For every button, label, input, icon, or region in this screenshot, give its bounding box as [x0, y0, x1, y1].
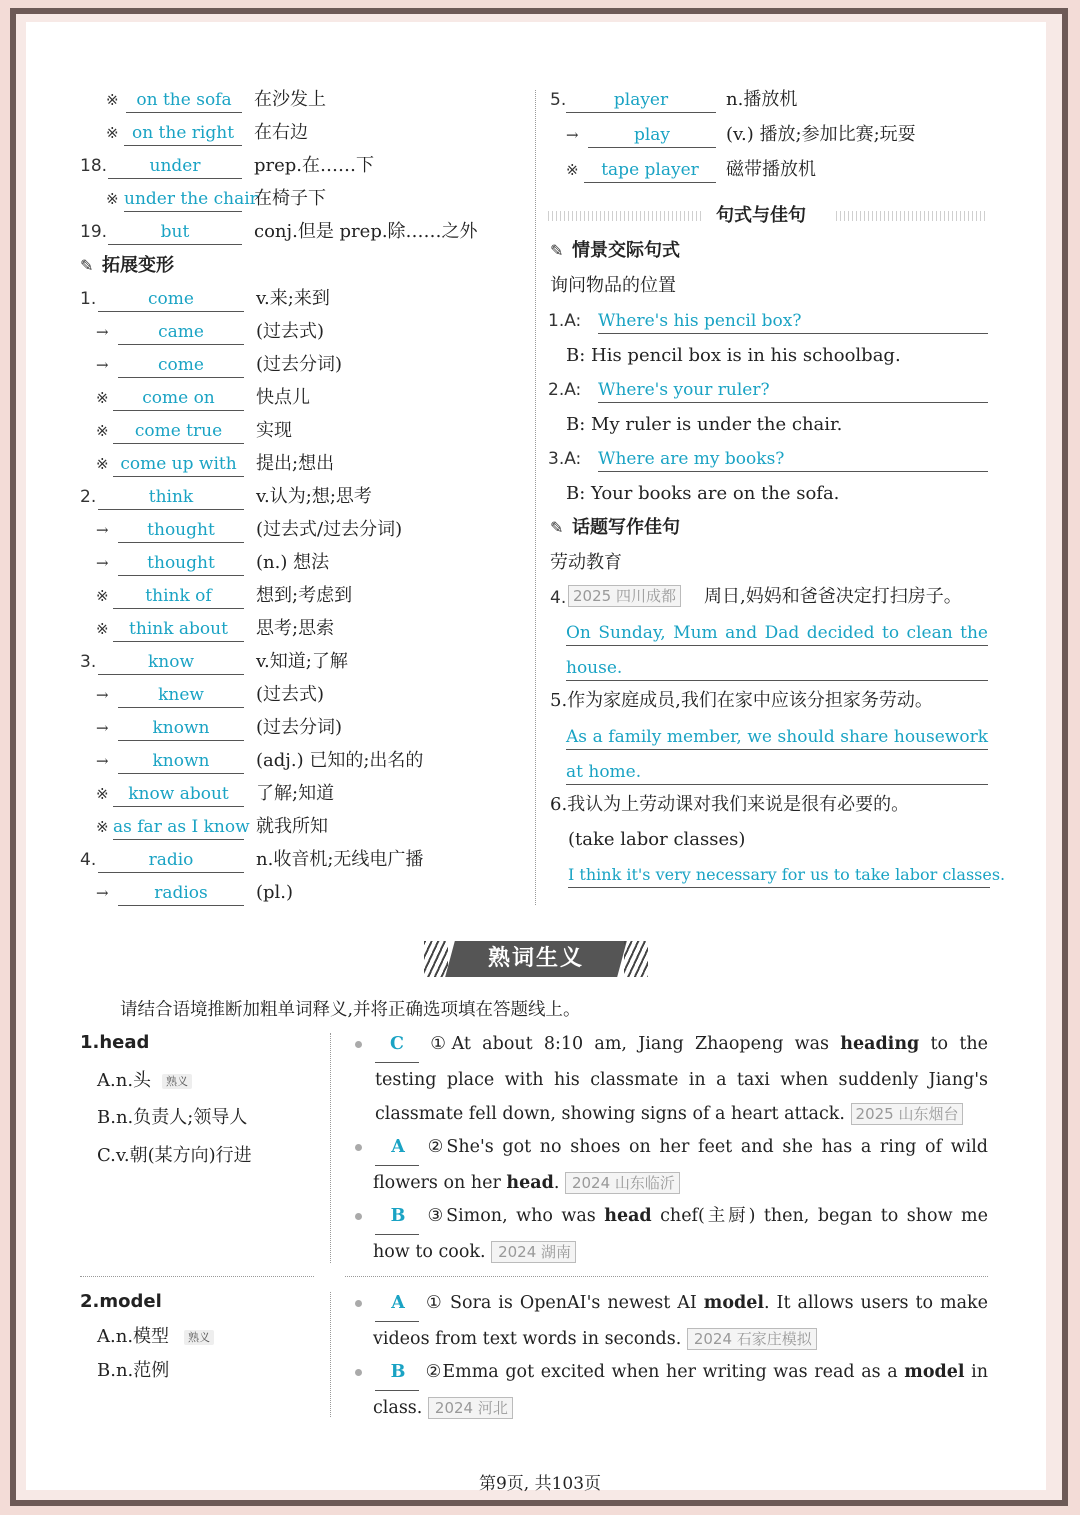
- answer-blank[interactable]: thought: [118, 551, 244, 576]
- row-marker: 5.: [550, 90, 567, 110]
- dialog-reply: B: My ruler is under the chair.: [566, 414, 843, 435]
- model-q2-answer[interactable]: B: [375, 1355, 419, 1391]
- answer-blank[interactable]: play: [588, 123, 716, 148]
- bullet: [355, 1144, 362, 1151]
- pen-icon: ✎: [550, 241, 564, 260]
- answer-blank[interactable]: radio: [98, 848, 244, 873]
- writing-heading: ✎ 话题写作佳句: [550, 517, 680, 538]
- model-option-a-tag: 熟义: [184, 1330, 214, 1345]
- meaning-text: 实现: [256, 420, 292, 441]
- answer-blank[interactable]: came: [118, 320, 244, 345]
- row-marker: →: [96, 719, 109, 737]
- answer-blank[interactable]: player: [566, 88, 716, 113]
- page-footer: 第9页, 共103页: [478, 1474, 602, 1494]
- meaning-text: 在椅子下: [254, 188, 326, 209]
- meaning-text: v.知道;了解: [256, 651, 348, 672]
- answer-blank[interactable]: under: [108, 154, 242, 179]
- pen-icon: ✎: [550, 518, 564, 537]
- answer-blank[interactable]: under the chair: [124, 187, 242, 212]
- row-marker: 3.: [80, 652, 97, 672]
- row-marker: ※: [96, 389, 109, 407]
- answer-blank[interactable]: on the right: [124, 121, 242, 146]
- meaning-text: 磁带播放机: [726, 159, 816, 180]
- meaning-text: v.来;来到: [256, 288, 330, 309]
- column-divider: [535, 90, 536, 905]
- banner-title: 熟词生义: [487, 946, 584, 971]
- meaning-text: 在右边: [254, 122, 308, 143]
- bullet: [355, 1300, 362, 1307]
- writing-4-number: 4.: [550, 588, 567, 608]
- row-marker: →: [96, 521, 109, 539]
- dialog-reply: B: Your books are on the sofa.: [566, 483, 840, 504]
- expand-heading: ✎ 拓展变形: [80, 255, 174, 276]
- answer-blank[interactable]: as far as I know: [113, 815, 244, 840]
- head-question-2: A ②She's got no shoes on her feet and she has a ring of wild flowers on her head. 2024 山东临沂: [373, 1130, 988, 1200]
- row-marker: ※: [106, 124, 119, 142]
- meaning-text: (过去式): [256, 684, 325, 705]
- head-option-c: C.v.朝(某方向)行进: [97, 1145, 252, 1166]
- row-marker: →: [96, 686, 109, 704]
- word-head: 1.head: [80, 1032, 150, 1053]
- answer-blank[interactable]: come up with: [113, 452, 244, 477]
- head-q2-answer[interactable]: A: [375, 1130, 419, 1166]
- answer-blank[interactable]: known: [118, 716, 244, 741]
- bullet: [355, 1369, 362, 1376]
- answer-blank[interactable]: come true: [113, 419, 244, 444]
- writing-5-answer-line2[interactable]: at home.: [566, 760, 988, 785]
- row-marker: ※: [96, 785, 109, 803]
- row-marker: ※: [96, 587, 109, 605]
- head-q1-answer[interactable]: C: [375, 1027, 419, 1063]
- meaning-text: 思考;思索: [256, 618, 335, 639]
- model-divider: [330, 1292, 331, 1417]
- answer-blank[interactable]: know: [98, 650, 244, 675]
- meaning-text: n.播放机: [726, 89, 798, 110]
- meaning-text: (过去分词): [256, 717, 343, 738]
- meaning-text: prep.在……下: [254, 155, 375, 176]
- row-marker: ※: [96, 818, 109, 836]
- writing-6-hint: (take labor classes): [568, 829, 746, 850]
- writing-5-cn: 5.作为家庭成员,我们在家中应该分担家务劳动。: [550, 690, 933, 711]
- meaning-text: (n.) 想法: [256, 552, 330, 573]
- head-option-b: B.n.负责人;领导人: [97, 1107, 248, 1128]
- answer-blank[interactable]: think of: [113, 584, 244, 609]
- bullet: [355, 1041, 362, 1048]
- model-question-2: B ②Emma got excited when her writing was read as a model in class. 2024 河北: [373, 1355, 988, 1425]
- separator: [80, 1276, 314, 1277]
- banner: [424, 941, 648, 977]
- hatch-right: [836, 211, 988, 221]
- writing-4-source: 2025 四川成都: [568, 584, 681, 608]
- answer-blank[interactable]: but: [108, 220, 242, 245]
- writing-4-answer-line1[interactable]: On Sunday, Mum and Dad decided to clean the: [566, 621, 988, 646]
- dialog-answer[interactable]: Where's your ruler?: [598, 378, 988, 403]
- dialog-heading: ✎ 情景交际句式: [550, 240, 680, 261]
- meaning-text: 想到;考虑到: [256, 585, 353, 606]
- head-question-1: C ①At about 8:10 am, Jiang Zhaopeng was heading to the testing place with his classmate in a taxi when suddenly Jiang's classmate fell down, showing signs of a heart attack. 2025 山东烟台: [375, 1027, 988, 1132]
- answer-blank[interactable]: think about: [113, 617, 244, 642]
- answer-blank[interactable]: come on: [113, 386, 244, 411]
- dialog-number: 2.A:: [548, 380, 582, 400]
- row-marker: 19.: [80, 222, 108, 242]
- row-marker: 2.: [80, 487, 97, 507]
- meaning-text: conj.但是 prep.除……之外: [254, 221, 478, 242]
- meaning-text: (过去分词): [256, 354, 343, 375]
- separator: [345, 1276, 988, 1277]
- meaning-text: n.收音机;无线电广播: [256, 849, 424, 870]
- answer-blank[interactable]: knew: [118, 683, 244, 708]
- writing-topic: 劳动教育: [550, 552, 622, 573]
- head-option-a-tag: 熟义: [162, 1074, 192, 1089]
- dialog-answer[interactable]: Where are my books?: [598, 447, 988, 472]
- dialog-reply: B: His pencil box is in his schoolbag.: [566, 345, 901, 366]
- bullet: [355, 1213, 362, 1220]
- meaning-text: v.认为;想;思考: [256, 486, 372, 507]
- row-marker: →: [96, 752, 109, 770]
- row-marker: →: [566, 126, 579, 144]
- meaning-text: (pl.): [256, 882, 294, 903]
- answer-blank[interactable]: known: [118, 749, 244, 774]
- hatch-left: [548, 211, 702, 221]
- meaning-text: 快点儿: [256, 387, 310, 408]
- row-marker: →: [96, 554, 109, 572]
- meaning-text: (adj.) 已知的;出名的: [256, 750, 424, 771]
- meaning-text: 了解;知道: [256, 783, 335, 804]
- row-marker: ※: [96, 422, 109, 440]
- answer-blank[interactable]: think: [98, 485, 244, 510]
- meaning-text: 就我所知: [256, 816, 328, 837]
- meaning-text: (过去式/过去分词): [256, 519, 403, 540]
- row-marker: 1.: [80, 289, 97, 309]
- word-model: 2.model: [80, 1291, 162, 1312]
- row-marker: ※: [106, 190, 119, 208]
- meaning-text: 在沙发上: [254, 89, 326, 110]
- answer-blank[interactable]: tape player: [584, 158, 716, 183]
- head-option-a: A.n.头: [97, 1070, 152, 1091]
- row-marker: ※: [566, 161, 579, 179]
- head-question-3: B ③Simon, who was head chef(主厨) then, began to show me how to cook. 2024 湖南: [373, 1199, 988, 1269]
- answer-blank[interactable]: radios: [118, 881, 244, 906]
- dialog-answer[interactable]: Where's his pencil box?: [598, 309, 988, 334]
- section-title: 句式与佳句: [716, 205, 806, 226]
- dialog-topic: 询问物品的位置: [550, 275, 676, 296]
- row-marker: →: [96, 884, 109, 902]
- row-marker: ※: [106, 91, 119, 109]
- answer-blank[interactable]: come: [98, 287, 244, 312]
- model-q1-answer[interactable]: A: [375, 1286, 419, 1322]
- writing-6-cn: 6.我认为上劳动课对我们来说是很有必要的。: [550, 794, 910, 815]
- answer-blank[interactable]: on the sofa: [126, 88, 242, 113]
- model-option-a: A.n.模型: [97, 1326, 170, 1347]
- row-marker: →: [96, 356, 109, 374]
- row-marker: ※: [96, 455, 109, 473]
- writing-4-cn: 周日,妈妈和爸爸决定打扫房子。: [704, 586, 962, 607]
- writing-5-answer-line1[interactable]: As a family member, we should share housework: [566, 725, 988, 750]
- answer-blank[interactable]: come: [118, 353, 244, 378]
- meaning-text: (过去式): [256, 321, 325, 342]
- row-marker: ※: [96, 620, 109, 638]
- instruction: 请结合语境推断加粗单词释义,并将正确选项填在答题线上。: [120, 1000, 581, 1020]
- row-marker: 18.: [80, 156, 108, 176]
- meaning-text: (v.) 播放;参加比赛;玩耍: [726, 124, 916, 145]
- dialog-number: 3.A:: [548, 449, 582, 469]
- head-q3-answer[interactable]: B: [375, 1199, 419, 1235]
- dialog-number: 1.A:: [548, 311, 582, 331]
- row-marker: →: [96, 323, 109, 341]
- writing-6-answer[interactable]: I think it's very necessary for us to take labor classes.: [568, 863, 990, 888]
- pen-icon: ✎: [80, 256, 94, 275]
- meaning-text: 提出;想出: [256, 453, 335, 474]
- answer-blank[interactable]: thought: [118, 518, 244, 543]
- model-question-1: A ① Sora is OpenAI's newest AI model. It allows users to make videos from text words in seconds. 2024 石家庄模拟: [373, 1286, 988, 1356]
- writing-4-answer-line2[interactable]: house.: [566, 656, 988, 681]
- answer-blank[interactable]: know about: [113, 782, 244, 807]
- head-divider: [330, 1033, 331, 1263]
- model-option-b: B.n.范例: [97, 1360, 170, 1381]
- row-marker: 4.: [80, 850, 97, 870]
